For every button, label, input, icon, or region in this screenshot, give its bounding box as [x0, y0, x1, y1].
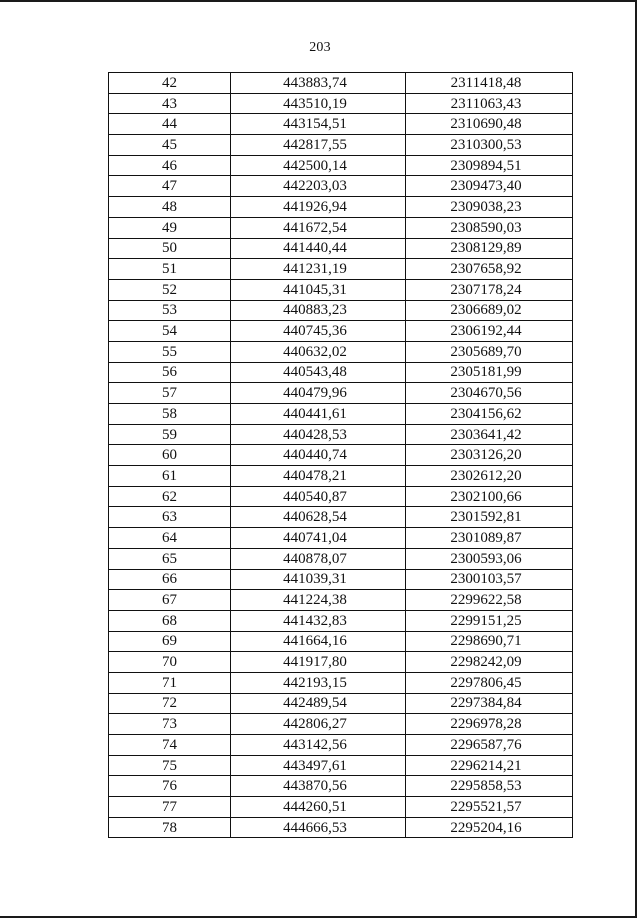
table-row	[109, 321, 573, 342]
y-coordinate-cell: 2298242,09	[406, 652, 573, 673]
table-row	[109, 238, 573, 259]
table-row	[109, 569, 573, 590]
x-coordinate-cell: 440883,23	[231, 300, 406, 321]
x-coordinate-cell: 442500,14	[231, 155, 406, 176]
point-number-cell: 71	[109, 672, 231, 693]
y-coordinate-cell: 2296214,21	[406, 755, 573, 776]
point-number-cell: 70	[109, 652, 231, 673]
table-row	[109, 486, 573, 507]
x-coordinate-cell: 440440,74	[231, 445, 406, 466]
y-coordinate-cell: 2311418,48	[406, 73, 573, 94]
point-number-cell: 67	[109, 590, 231, 611]
point-number-cell: 66	[109, 569, 231, 590]
y-coordinate-cell: 2302612,20	[406, 466, 573, 487]
point-number-cell: 53	[109, 300, 231, 321]
table-row	[109, 155, 573, 176]
point-number-cell: 78	[109, 817, 231, 838]
table-row	[109, 776, 573, 797]
x-coordinate-cell: 443870,56	[231, 776, 406, 797]
x-coordinate-cell: 440540,87	[231, 486, 406, 507]
y-coordinate-cell: 2304670,56	[406, 383, 573, 404]
x-coordinate-cell: 441432,83	[231, 610, 406, 631]
point-number-cell: 74	[109, 735, 231, 756]
x-coordinate-cell: 441917,80	[231, 652, 406, 673]
point-number-cell: 45	[109, 135, 231, 156]
y-coordinate-cell: 2307658,92	[406, 259, 573, 280]
x-coordinate-cell: 443142,56	[231, 735, 406, 756]
point-number-cell: 52	[109, 279, 231, 300]
point-number-cell: 43	[109, 93, 231, 114]
y-coordinate-cell: 2310690,48	[406, 114, 573, 135]
point-number-cell: 69	[109, 631, 231, 652]
table-row	[109, 404, 573, 425]
table-row	[109, 259, 573, 280]
x-coordinate-cell: 443510,19	[231, 93, 406, 114]
y-coordinate-cell: 2306192,44	[406, 321, 573, 342]
x-coordinate-cell: 440428,53	[231, 424, 406, 445]
table-row	[109, 714, 573, 735]
x-coordinate-cell: 440479,96	[231, 383, 406, 404]
y-coordinate-cell: 2302100,66	[406, 486, 573, 507]
point-number-cell: 49	[109, 217, 231, 238]
x-coordinate-cell: 441231,19	[231, 259, 406, 280]
point-number-cell: 48	[109, 197, 231, 218]
table-row	[109, 528, 573, 549]
x-coordinate-cell: 444666,53	[231, 817, 406, 838]
table-row	[109, 507, 573, 528]
table-row	[109, 672, 573, 693]
table-row	[109, 693, 573, 714]
point-number-cell: 60	[109, 445, 231, 466]
x-coordinate-cell: 440878,07	[231, 548, 406, 569]
x-coordinate-cell: 442203,03	[231, 176, 406, 197]
point-number-cell: 61	[109, 466, 231, 487]
table-row	[109, 631, 573, 652]
x-coordinate-cell: 442806,27	[231, 714, 406, 735]
point-number-cell: 75	[109, 755, 231, 776]
table-row	[109, 735, 573, 756]
point-number-cell: 72	[109, 693, 231, 714]
y-coordinate-cell: 2300103,57	[406, 569, 573, 590]
table-row	[109, 817, 573, 838]
x-coordinate-cell: 442817,55	[231, 135, 406, 156]
point-number-cell: 59	[109, 424, 231, 445]
x-coordinate-cell: 441045,31	[231, 279, 406, 300]
point-number-cell: 64	[109, 528, 231, 549]
point-number-cell: 46	[109, 155, 231, 176]
x-coordinate-cell: 442193,15	[231, 672, 406, 693]
y-coordinate-cell: 2308590,03	[406, 217, 573, 238]
point-number-cell: 76	[109, 776, 231, 797]
y-coordinate-cell: 2307178,24	[406, 279, 573, 300]
x-coordinate-cell: 440441,61	[231, 404, 406, 425]
y-coordinate-cell: 2304156,62	[406, 404, 573, 425]
table-row	[109, 73, 573, 94]
table-row	[109, 362, 573, 383]
table-row	[109, 93, 573, 114]
y-coordinate-cell: 2295204,16	[406, 817, 573, 838]
table-row	[109, 548, 573, 569]
x-coordinate-cell: 440745,36	[231, 321, 406, 342]
coordinates-table-body	[109, 73, 573, 838]
table-row	[109, 755, 573, 776]
y-coordinate-cell: 2298690,71	[406, 631, 573, 652]
y-coordinate-cell: 2311063,43	[406, 93, 573, 114]
x-coordinate-cell: 442489,54	[231, 693, 406, 714]
x-coordinate-cell: 440741,04	[231, 528, 406, 549]
table-row	[109, 176, 573, 197]
x-coordinate-cell: 441039,31	[231, 569, 406, 590]
x-coordinate-cell: 441672,54	[231, 217, 406, 238]
point-number-cell: 58	[109, 404, 231, 425]
y-coordinate-cell: 2303641,42	[406, 424, 573, 445]
point-number-cell: 55	[109, 341, 231, 362]
table-row	[109, 341, 573, 362]
y-coordinate-cell: 2309894,51	[406, 155, 573, 176]
x-coordinate-cell: 441926,94	[231, 197, 406, 218]
y-coordinate-cell: 2296587,76	[406, 735, 573, 756]
y-coordinate-cell: 2300593,06	[406, 548, 573, 569]
x-coordinate-cell: 443497,61	[231, 755, 406, 776]
point-number-cell: 65	[109, 548, 231, 569]
table-row	[109, 300, 573, 321]
y-coordinate-cell: 2295521,57	[406, 797, 573, 818]
table-row	[109, 424, 573, 445]
x-coordinate-cell: 440632,02	[231, 341, 406, 362]
point-number-cell: 50	[109, 238, 231, 259]
point-number-cell: 47	[109, 176, 231, 197]
point-number-cell: 77	[109, 797, 231, 818]
x-coordinate-cell: 443883,74	[231, 73, 406, 94]
table-row	[109, 383, 573, 404]
point-number-cell: 42	[109, 73, 231, 94]
table-row	[109, 217, 573, 238]
y-coordinate-cell: 2309473,40	[406, 176, 573, 197]
y-coordinate-cell: 2306689,02	[406, 300, 573, 321]
table-row	[109, 445, 573, 466]
table-row	[109, 135, 573, 156]
x-coordinate-cell: 440628,54	[231, 507, 406, 528]
point-number-cell: 73	[109, 714, 231, 735]
table-row	[109, 466, 573, 487]
table-row	[109, 279, 573, 300]
y-coordinate-cell: 2299622,58	[406, 590, 573, 611]
point-number-cell: 63	[109, 507, 231, 528]
x-coordinate-cell: 441440,44	[231, 238, 406, 259]
page-number: 203	[309, 40, 331, 55]
table-row	[109, 610, 573, 631]
coordinates-table	[108, 72, 573, 838]
x-coordinate-cell: 443154,51	[231, 114, 406, 135]
x-coordinate-cell: 444260,51	[231, 797, 406, 818]
point-number-cell: 54	[109, 321, 231, 342]
point-number-cell: 68	[109, 610, 231, 631]
y-coordinate-cell: 2303126,20	[406, 445, 573, 466]
y-coordinate-cell: 2305689,70	[406, 341, 573, 362]
x-coordinate-cell: 440478,21	[231, 466, 406, 487]
x-coordinate-cell: 441664,16	[231, 631, 406, 652]
point-number-cell: 56	[109, 362, 231, 383]
y-coordinate-cell: 2310300,53	[406, 135, 573, 156]
x-coordinate-cell: 441224,38	[231, 590, 406, 611]
y-coordinate-cell: 2308129,89	[406, 238, 573, 259]
y-coordinate-cell: 2296978,28	[406, 714, 573, 735]
point-number-cell: 44	[109, 114, 231, 135]
table-row	[109, 197, 573, 218]
point-number-cell: 51	[109, 259, 231, 280]
y-coordinate-cell: 2295858,53	[406, 776, 573, 797]
y-coordinate-cell: 2301089,87	[406, 528, 573, 549]
table-row	[109, 797, 573, 818]
table-row	[109, 652, 573, 673]
y-coordinate-cell: 2297384,84	[406, 693, 573, 714]
table-row	[109, 590, 573, 611]
y-coordinate-cell: 2297806,45	[406, 672, 573, 693]
y-coordinate-cell: 2309038,23	[406, 197, 573, 218]
point-number-cell: 62	[109, 486, 231, 507]
point-number-cell: 57	[109, 383, 231, 404]
y-coordinate-cell: 2301592,81	[406, 507, 573, 528]
y-coordinate-cell: 2305181,99	[406, 362, 573, 383]
x-coordinate-cell: 440543,48	[231, 362, 406, 383]
table-row	[109, 114, 573, 135]
y-coordinate-cell: 2299151,25	[406, 610, 573, 631]
